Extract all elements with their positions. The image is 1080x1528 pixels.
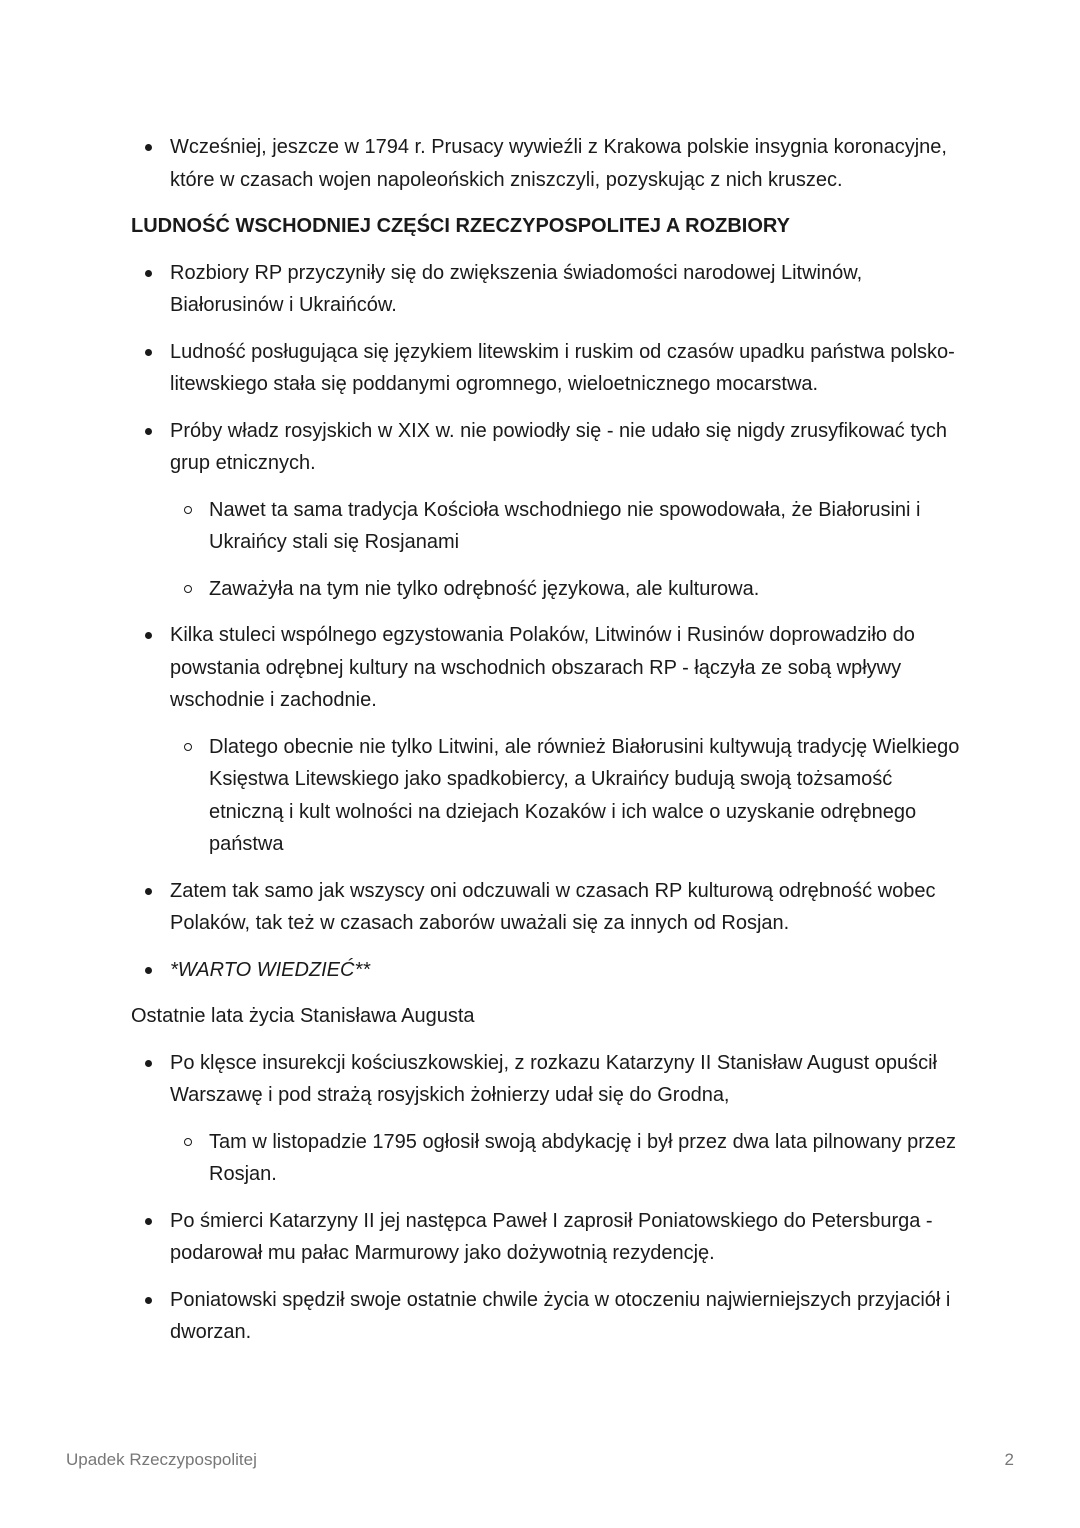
list-item: Rozbiory RP przyczyniły się do zwiększenia świadomości narodowej Litwinów, Białorusinów i Ukraińców. [131, 257, 961, 322]
section-heading: LUDNOŚĆ WSCHODNIEJ CZĘŚCI RZECZYPOSPOLITEJ A ROZBIORY [131, 215, 790, 237]
sub-list-item: Zaważyła na tym nie tylko odrębność językowa, ale kulturowa. [131, 573, 961, 606]
list-item: Kilka stuleci wspólnego egzystowania Polaków, Litwinów i Rusinów doprowadziło do powstania odrębnej kultury na wschodnich obszarach RP - łączyła ze sobą wpływy wschodnie i zachodnie. [131, 619, 961, 717]
list-item: Ludność posługująca się językiem litewskim i ruskim od czasów upadku państwa polsko-litewskiego stała się poddanymi ogromnego, wieloetnicznego mocarstwa. [131, 336, 961, 401]
sub-list-item: Tam w listopadzie 1795 ogłosił swoją abdykację i był przez dwa lata pilnowany przez Rosjan. [131, 1126, 961, 1191]
page-footer [66, 1446, 1014, 1474]
section-subtitle: Ostatnie lata życia Stanisława Augusta [131, 1005, 475, 1027]
list-item: Poniatowski spędził swoje ostatnie chwile życia w otoczeniu najwierniejszych przyjaciół i dworzan. [131, 1284, 961, 1349]
list-item: Po klęsce insurekcji kościuszkowskiej, z rozkazu Katarzyny II Stanisław August opuścił Warszawę i pod strażą rosyjskich żołnierzy udał się do Grodna, [131, 1047, 961, 1112]
footer-document-title: Upadek Rzeczypospolitej [66, 1450, 257, 1469]
list-item: Po śmierci Katarzyny II jej następca Paweł I zaprosił Poniatowskiego do Petersburga - podarował mu pałac Marmurowy jako dożywotnią rezydencję. [131, 1205, 961, 1270]
list-item: Wcześniej, jeszcze w 1794 r. Prusacy wywieźli z Krakowa polskie insygnia koronacyjne, które w czasach wojen napoleońskich zniszczyli, pozyskując z nich kruszec. [131, 131, 961, 196]
list-item-note: *WARTO WIEDZIEĆ** [131, 954, 961, 987]
document-body [131, 131, 961, 1363]
footer-page-number: 2 [1004, 1450, 1014, 1469]
sub-list-item: Dlatego obecnie nie tylko Litwini, ale również Białorusini kultywują tradycję Wielkiego Księstwa Litewskiego jako spadkobiercy, a Ukraińcy budują swoją tożsamość etniczną i kult wolności na dziejach Kozaków i ich walce o uzyskanie odrębnego państwa [131, 731, 961, 861]
list-item: Zatem tak samo jak wszyscy oni odczuwali w czasach RP kulturową odrębność wobec Polaków, tak też w czasach zaborów uważali się za innych od Rosjan. [131, 875, 961, 940]
sub-list-item: Nawet ta sama tradycja Kościoła wschodniego nie spowodowała, że Białorusini i Ukraińcy stali się Rosjanami [131, 494, 961, 559]
list-item: Próby władz rosyjskich w XIX w. nie powiodły się - nie udało się nigdy zrusyfikować tych grup etnicznych. [131, 415, 961, 480]
